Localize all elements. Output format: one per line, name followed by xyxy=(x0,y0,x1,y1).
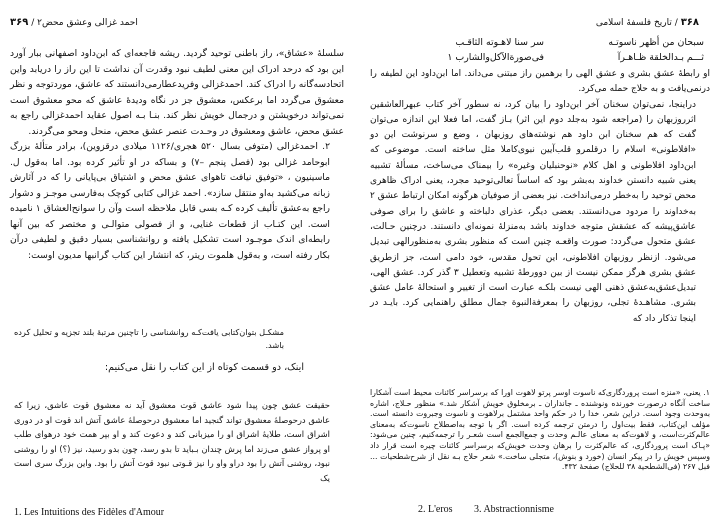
quoted-passage: حقیقت عشق چون پیدا شود عاشق قوت معشوق آید نه معشوق قوت عاشق، زیرا که عاشق درحوصلهٔ معشوق تواند گنجید اما معشوق درحوصلهٔ عاشق آتش اند قوت او در دوری اشراق است، طلایهٔ اشراق او را میزبانی کند و دعوت کند و او بپر همت خود درهوای طلب او پرواز عشق می‌زند اما پرش چندان بـباید تا بدو رسد، چون بدو رسید، نیز (؟) او را روشنی نبود، روشنی آتش را بود دراو واو را نیز قـوتی نبود قوت آتش را بود. واین بزرگ سری است یک xyxy=(14,400,330,483)
running-title: احمد غزالی وعشق محض۲ xyxy=(37,18,138,28)
right-page-body xyxy=(370,67,710,327)
verse-line xyxy=(404,36,704,51)
paragraph: او رابطهٔ عشق بشری و عشق الهی را برهمین راز مبتنی می‌داند. اما ابن‌داود این لطیفه را درنمی‌یافت و به حلاج حمله می‌کرد. xyxy=(370,69,710,95)
hemistich: سر سنا لاهـوته الثاقـب xyxy=(455,37,544,48)
footnote-1-arabic: ۱. یعنی، «منزه است پروردگاری‌که ناسوت اوسر پرتو لاهوت اورا که برسراسر کائنات محیط است آشکارا ساخت آنگاه درصورت خورنده ونوشنده ـ جانداران ـ برمخلوق خویش آشکار شد.» منظور حـلاج، اشاره به‌وحدت وجود است. دراین شعر، خدا را در حکم واحد مشتمل برلاهوت و ناسوت وجبروت دانسته است. مؤلف این‌کتاب، فقط بیت‌اول را درمتن ترجمه کرده است. اگر با توجه به‌اصطلاح ناسوت‌که به‌معنای عالم‌کثرت‌است، و لاهوت‌که به معنای عالـم وحدت و جمع‌الجمع است شعـر را ترجمه‌کنیم، چنین می‌شود: «پـاک است پروردگاری، که عالم‌کثرت را برهان وحدت خویش‌که برسراسر کائنات چیره است قرار داد وسپس خویش را در پیکر انسان (خورد و بنوش)، متجلی ساخت.» شعر حلاج بـه نقل از شرح‌شطحیات ... فبل ۲۶۷ (فی‌الشطحیة ۳۸ للحلاج) صفحهٔ ۴۳۲. xyxy=(370,388,710,472)
header-separator: / xyxy=(674,18,678,28)
hemistich: فی‌صورة‌الآکل‌والشارب ۱ xyxy=(447,51,544,63)
left-page-body xyxy=(10,46,344,263)
verse-line xyxy=(404,51,704,66)
page-number: ۳۶۹ xyxy=(10,17,29,28)
footnote-3: 3. Abstractionnisme xyxy=(474,504,554,515)
right-page-header xyxy=(596,17,699,28)
left-page-header xyxy=(10,17,138,28)
running-title: تاریخ فلسفهٔ اسلامی xyxy=(595,18,672,28)
header-separator: / xyxy=(31,18,35,28)
block-quote: مشکـل بتوان‌کتابی یافت‌کـه روانشناسی را تاچنین مرتبهٔ بلند تجزیه و تحلیل کرده باشد. xyxy=(14,327,284,350)
hemistich: ثـــم بـدالخلقة ظـاهـرآ xyxy=(617,51,704,63)
paragraph: سلسلهٔ «عشاق»، راز باطنی توحید گردید. ریشه فاجعه‌ای که ابن‌داود اصفهانی ببار آورد این بود که درحد ادراک این معنی لطیف نبود وقدرت آن نداشت تا این راز را دریابد واین اتحادسه‌گانه را ادراک کند. احمدغزالی وفریدعطارمی‌دانستند که عاشق، موردتوجه و نظر معشوق می‌گردد اما برعکس، معشوق جز در نگاه ودیدهٔ عاشق که محو معشوق است نمی‌تواند درخویشتن و درجمال خویش نظر کند. بنـا بـه اصول عقاید احمدغزالی راجع به عشق محض، عاشق ومعشوق در وحـدت عنصر عشق محض، منحل ومحو می‌گردند. xyxy=(10,48,344,137)
paragraph: ۲. احمدغزالی (متوفی بسال ۵۲۰ هجری/۱۱۲۶ میلادی درقزوین)، برادر متألهٔ بزرگ ابوحامد غزالی بود (فصل پنجم –۷) و بساکه در او تأثیر کرده بود. اما به‌قول ل. ماسینیون ، «توفیق نیافت تاهوای عشق محض و اشتیاق بی‌پایانی را که در آثارش زبانه می‌کشید به‌او منتقل سازد». احمد غزالی کتابی کوچک به‌فارسی موجـز و دشوار راجع به‌عشق تألیف کرده کـه بسی قابل ملاحظه است وآن را سوانح‌العشاق ۱ نامیده است. این کتـاب از قطعات غنایی، و از فصولی متوالـی و مختصر که بین آنها رابطه‌ای اندک موجـود است تشکیل یافته و روانشناسی بسیار دقیق و لطیفی درآن بکار رفته است، و به‌قول هلموت ریتر، که انتشار این کتاب گرانبها مدیون اوست: xyxy=(10,141,331,261)
verse-block xyxy=(404,36,704,65)
intro-line: اینک، دو قسمت کوتاه از این کتاب را نقل می‌کنیم: xyxy=(104,362,304,373)
left-page xyxy=(0,0,355,525)
paragraph: دراینجا، نمی‌توان سخنان آخر ابن‌داود را بیان کرد، نه سطور آخر کتاب عبهرالعاشقین اثرروزبهان را (مراجعه شود به‌جلد دوم این اثر) بـاز گفت، اما فعلا این اندازه می‌توان گفت که هم سخنان ابن داود هم نوشته‌های روزبهان ، وضع و سرنوشت این دو «افلاطونی» اسلام را درقلمرو قلب‌آیین نبوی‌کاملا مثل ساخته است. موضوعی که ابن‌داود افلاطونی و اهل کلام «نوحنبلیان وغیره» را بیمناک می‌ساخت، مسألهٔ تشبیه یعنی شبیه دانستن خداوند به‌بشر بود که اساساً تعالی‌توحید مجرد، یعنی ادراک ظاهری محض توحید را به‌خطر درمی‌انداخت. نیز بعضی از صوفیان هرگونه امکان ارتباط عشق ۲ به‌خداوند را مردود می‌دانستند. بعضی دیگر، عذرای دلباخته و عاشق را برای صوفی عاشق‌پیشه که عشقش متوجه خداوند باشد به‌منزلهٔ نمونه‌ای دانستند. درچنین حـالت، عشق متحول می‌گردد: صورت واقعـه چنین است که منظور بشری به‌منظورالهی تبدیل می‌شود. ازنظر روزبهان افلاطونی، این تحول مقدس، خود دامی است، جز ازطریق عشق بشری هرگز ممکن نیست از بین دوورطهٔ تشبیه وتعطیل ۳ گذر کرد. عشق الهی، تبدیل‌عشق‌به‌عشق ذهنی الهی نیست بلکـه عبارت است از تغییر و استحالهٔ عامل عشق بشری. مشاهـدهٔ تجلی، روزبهان را بمعرفةالنبوة جمال مطلق راهنمایی کرد. بایـد در اینجا تذکار داد که xyxy=(370,99,696,324)
footnote-1: 1. Les Intuitions des Fidèles d'Amour xyxy=(14,507,165,518)
hemistich: سبحان من أظهر ناسوتـه xyxy=(608,37,704,48)
right-page xyxy=(364,0,719,525)
footnote-2: 2. L'eros xyxy=(418,504,453,515)
page-number: ۳۶۸ xyxy=(680,17,699,28)
